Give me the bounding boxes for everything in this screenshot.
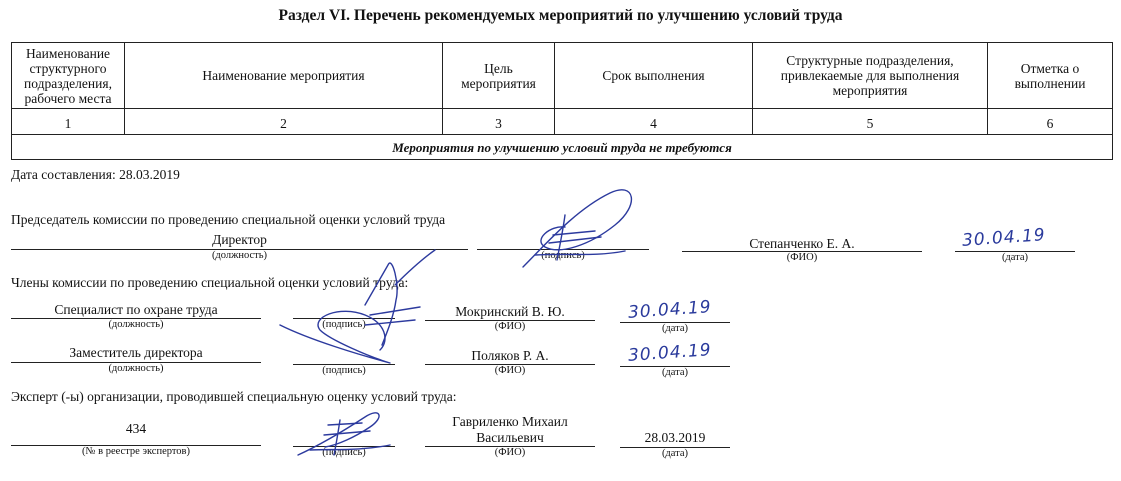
section-title: Раздел VI. Перечень рекомендуемых мероприятий по улучшению условий труда <box>278 7 843 24</box>
member-2-date-caption: (дата) <box>661 367 689 378</box>
expert-registry-number: 434 <box>125 421 147 436</box>
column-number: 1 <box>12 109 125 135</box>
expert-name <box>425 414 595 446</box>
member-1-signature-caption: (подпись) <box>322 319 366 330</box>
column-number: 3 <box>443 109 555 135</box>
members-heading: Члены комиссии по проведению специальной оценки условий труда: <box>11 275 409 290</box>
column-header: Цель мероприятия <box>443 43 555 109</box>
column-number: 2 <box>125 109 443 135</box>
member-1-position-caption: (должность) <box>108 319 164 330</box>
member-2-position: Заместитель директора <box>69 345 203 360</box>
chairman-position-caption: (должность) <box>211 250 268 261</box>
column-number: 4 <box>555 109 753 135</box>
expert-name-line1: Гавриленко Михаил <box>452 414 568 429</box>
member-2-name: Поляков Р. А. <box>471 348 549 363</box>
member-1-name-caption: (ФИО) <box>494 321 526 332</box>
column-header: Наименование структурного подразделения, рабочего места <box>12 43 125 109</box>
table-header-row <box>12 43 1113 109</box>
expert-date-caption: (дата) <box>661 448 689 459</box>
member-2-name-caption: (ФИО) <box>494 365 526 376</box>
member-2-position-caption: (должность) <box>108 363 164 374</box>
compiled-date-line <box>11 167 180 183</box>
column-header: Срок выполнения <box>555 43 753 109</box>
column-number: 5 <box>753 109 988 135</box>
column-header: Структурные подразделения, привлекаемые для выполнения мероприятия <box>753 43 988 109</box>
column-header: Отметка о выполнении <box>988 43 1113 109</box>
expert-name-caption: (ФИО) <box>494 447 526 458</box>
measures-table <box>11 42 1113 160</box>
member-1-signature-icon <box>270 245 450 375</box>
chairman-signature-icon <box>505 185 645 275</box>
member-1-name: Мокринский В. Ю. <box>455 304 565 319</box>
chairman-date-handwritten: 30.04.19 <box>961 225 1047 251</box>
compiled-date-value: 28.03.2019 <box>119 167 180 182</box>
member-2-date-handwritten: 30.04.19 <box>627 340 713 366</box>
member-1-date-handwritten: 30.04.19 <box>627 297 713 323</box>
member-1-date-caption: (дата) <box>661 323 689 334</box>
member-1-position: Специалист по охране труда <box>54 302 218 317</box>
expert-registry-caption: (№ в реестре экспертов) <box>81 446 191 457</box>
chairman-name-caption: (ФИО) <box>786 252 818 263</box>
member-2-signature-caption: (подпись) <box>322 365 366 376</box>
column-number-row <box>12 109 1113 135</box>
table-note-row <box>12 135 1113 160</box>
expert-name-line2: Васильевич <box>476 430 544 445</box>
chairman-heading: Председатель комиссии по проведению специальной оценки условий труда <box>11 212 446 227</box>
chairman-name: Степанченко Е. А. <box>749 236 855 251</box>
expert-signature-icon <box>290 405 400 460</box>
expert-signature-caption: (подпись) <box>322 447 366 458</box>
expert-date: 28.03.2019 <box>644 430 706 445</box>
expert-heading: Эксперт (-ы) организации, проводившей специальную оценку условий труда: <box>11 389 457 404</box>
column-number: 6 <box>988 109 1113 135</box>
chairman-date-caption: (дата) <box>1001 252 1029 263</box>
table-note: Мероприятия по улучшению условий труда не требуются <box>12 135 1113 160</box>
chairman-signature-caption: (подпись) <box>541 250 585 261</box>
compiled-date-label: Дата составления: <box>11 167 116 182</box>
column-header: Наименование мероприятия <box>125 43 443 109</box>
chairman-position: Директор <box>212 232 267 247</box>
